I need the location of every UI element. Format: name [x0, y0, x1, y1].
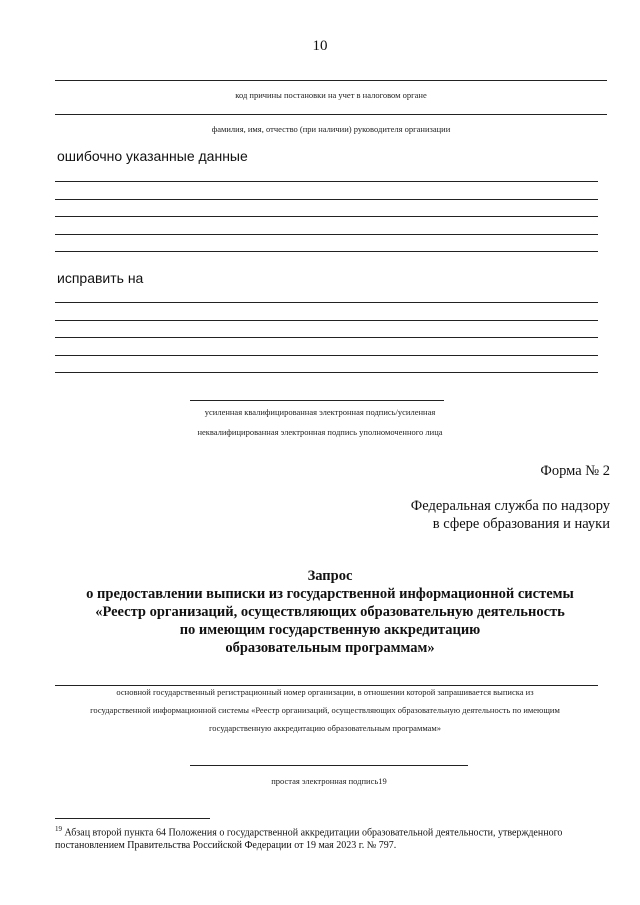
correct-to-line-3	[55, 337, 598, 338]
simple-signature-caption: простая электронная подпись19	[271, 776, 387, 786]
addressee-line-2: в сфере образования и науки	[432, 516, 610, 532]
signature-1-caption-line-1: усиленная квалифицированная электронная подпись/усиленная	[204, 407, 436, 417]
page-number: 10	[312, 38, 328, 54]
wrong-data-line-4	[55, 234, 598, 235]
kpp-field-line	[55, 80, 607, 81]
kpp-caption: код причины постановки на учет в налоговом органе	[235, 90, 427, 100]
wrong-data-line-2	[55, 199, 598, 200]
addressee-line-1: Федеральная служба по надзору	[410, 498, 610, 514]
wrong-data-line-1	[55, 181, 598, 182]
title-line-4: по имеющим государственную аккредитацию	[179, 622, 481, 638]
correct-to-line-2	[55, 320, 598, 321]
correct-to-line-5	[55, 372, 598, 373]
footnote-text-1: Абзац второй пункта 64 Положения о государственной аккредитации образовательной деятельности, утвержденного	[62, 827, 563, 839]
title-line-2: о предоставлении выписки из государственной информационной системы	[86, 586, 574, 602]
simple-signature-line	[190, 765, 468, 766]
ogrn-caption-line-2: государственной информационной системы «Реестр организаций, осуществляющих образовательную деятельность по имеющим	[90, 705, 560, 715]
signature-1-caption-line-2: неквалифицированная электронная подпись уполномоченного лица	[197, 427, 443, 437]
request-title	[0, 567, 640, 657]
footnote-marker: 19	[55, 825, 62, 833]
ogrn-field-line	[55, 685, 598, 686]
head-name-field-line	[55, 114, 607, 115]
title-line-3: «Реестр организаций, осуществляющих образовательную деятельность	[95, 604, 565, 620]
footnote	[55, 823, 615, 852]
wrong-data-line-3	[55, 216, 598, 217]
correct-to-label: исправить на	[57, 270, 144, 286]
form-number: Форма № 2	[540, 463, 610, 479]
title-line-1: Запрос	[307, 568, 353, 584]
wrong-data-line-5	[55, 251, 598, 252]
ogrn-caption-line-3: государственную аккредитацию образовательным программам»	[208, 723, 442, 733]
footnote-separator	[55, 818, 210, 819]
ogrn-caption-line-1: основной государственный регистрационный номер организации, в отношении которой запрашивается выписка из	[116, 687, 534, 697]
correct-to-line-1	[55, 302, 598, 303]
correct-to-line-4	[55, 355, 598, 356]
signature-1-line	[190, 400, 444, 401]
addressee	[411, 497, 610, 533]
head-name-caption: фамилия, имя, отчество (при наличии) руководителя организации	[211, 124, 451, 134]
title-line-5: образовательным программам»	[225, 640, 435, 656]
wrong-data-label: ошибочно указанные данные	[57, 148, 248, 164]
footnote-line-1	[55, 823, 615, 839]
footnote-line-2: постановлением Правительства Российской Федерации от 19 мая 2023 г. № 797.	[55, 840, 397, 852]
